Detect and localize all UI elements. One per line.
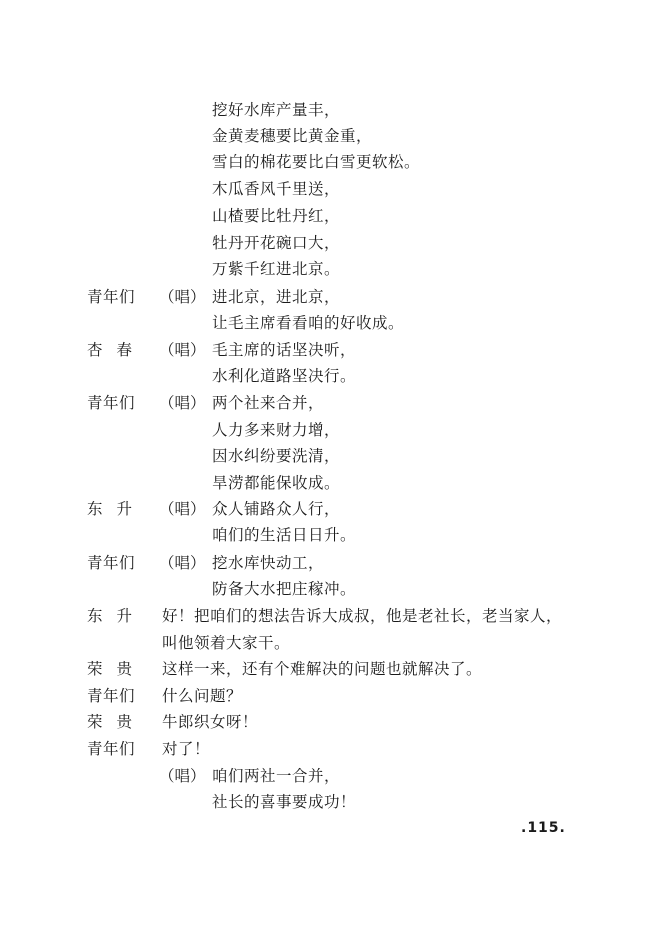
verse-line: 山楂要比牡丹红，: [212, 207, 341, 225]
verse-line: 金黄麦穗要比黄金重，: [212, 127, 373, 145]
dialogue-line: 因水纠纷要洗清，: [212, 447, 341, 465]
dialogue-line: 水利化道路坚决行。: [212, 367, 357, 385]
speaker-label: 东升: [87, 607, 147, 625]
dialogue-line: 挖水库快动工，: [212, 554, 325, 572]
dialogue-line: 旱涝都能保收成。: [212, 474, 341, 492]
dialogue-line: 众人铺路众人行，: [212, 500, 341, 518]
verse-line: 牡丹开花碗口大，: [212, 234, 341, 252]
dialogue-line: 让毛主席看看咱的好收成。: [212, 314, 405, 332]
dialogue-line: 咱们两社一合并，: [212, 767, 341, 785]
speaker-label: 青年们: [87, 394, 136, 412]
speaker-label: 青年们: [87, 740, 136, 758]
speaker-label: 杏春: [87, 341, 147, 359]
stage-direction: （唱）: [159, 394, 206, 412]
page-number: .115.: [521, 820, 566, 836]
dialogue-line: 人力多来财力增，: [212, 421, 341, 439]
stage-direction: （唱）: [159, 767, 206, 785]
stage-direction: （唱）: [159, 500, 206, 518]
stage-direction: （唱）: [159, 288, 206, 306]
dialogue-line: 毛主席的话坚决听，: [212, 341, 357, 359]
stage-direction: （唱）: [159, 554, 206, 572]
dialogue-line: 进北京，进北京，: [212, 288, 341, 306]
verse-line: 挖好水库产量丰，: [212, 101, 341, 119]
dialogue-line: 社长的喜事要成功！: [212, 793, 357, 811]
dialogue-line: 咱们的生活日日升。: [212, 526, 357, 544]
dialogue-line: 好！把咱们的想法告诉大成叔，他是老社长，老当家人，: [162, 607, 563, 625]
dialogue-line: 两个社来合并，: [212, 394, 325, 412]
speaker-label: 青年们: [87, 687, 136, 705]
speaker-label: 荣贵: [87, 713, 147, 731]
speaker-label: 荣贵: [87, 660, 147, 678]
dialogue-line: 牛郎织女呀！: [162, 713, 259, 731]
speaker-label: 青年们: [87, 554, 136, 572]
dialogue-line: 这样一来，还有个难解决的问题也就解决了。: [162, 660, 483, 678]
verse-line: 木瓜香风千里送，: [212, 180, 341, 198]
dialogue-line: 叫他领着大家干。: [162, 634, 291, 652]
speaker-label: 东升: [87, 500, 147, 518]
verse-line: 万紫千红进北京。: [212, 260, 341, 278]
dialogue-line: 对了！: [162, 740, 211, 758]
speaker-label: 青年们: [87, 288, 136, 306]
stage-direction: （唱）: [159, 341, 206, 359]
dialogue-line: 什么问题？: [162, 687, 243, 705]
dialogue-line: 防备大水把庄稼冲。: [212, 580, 357, 598]
verse-line: 雪白的棉花要比白雪更软松。: [212, 153, 421, 171]
